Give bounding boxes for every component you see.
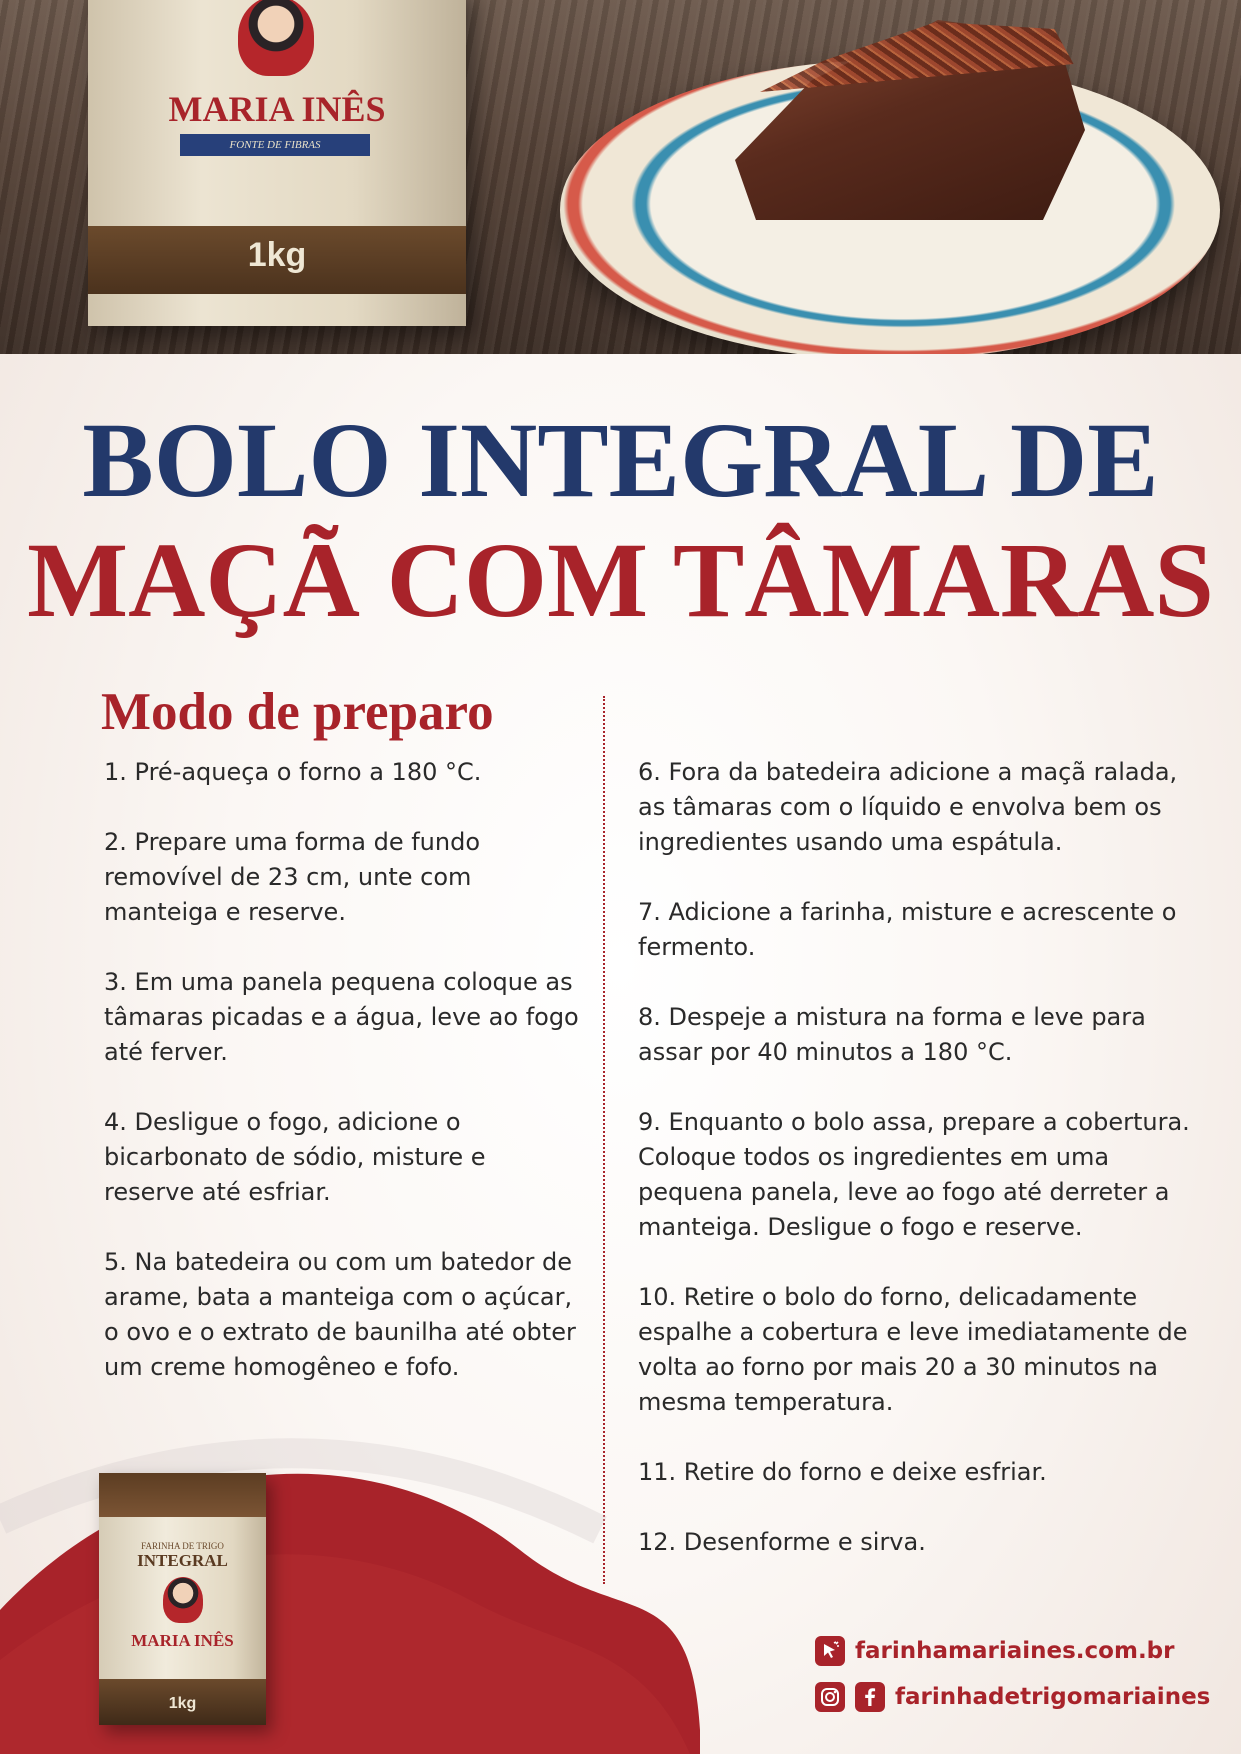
bag-weight: 1kg — [247, 236, 307, 274]
step-item: 8. Despeje a mistura na forma e leve para assar por 40 minutos a 180 °C. — [638, 1003, 1146, 1066]
recipe-title-line2: MAÇÃ COM TÂMARAS — [27, 522, 1214, 640]
flour-bag-image — [88, 0, 466, 326]
section-heading: Modo de preparo — [101, 683, 494, 741]
package-name: INTEGRAL — [137, 1551, 228, 1570]
bag-ribbon: FONTE DE FIBRAS — [180, 134, 370, 156]
package-brand: MARIA INÊS — [131, 1631, 234, 1650]
social-contact[interactable] — [815, 1682, 1210, 1712]
step-item: 11. Retire do forno e deixe esfriar. — [638, 1458, 1047, 1486]
website-link[interactable]: farinhamariaines.com.br — [855, 1638, 1175, 1664]
steps-left-column — [104, 755, 582, 1420]
product-package-image — [99, 1473, 266, 1725]
website-contact[interactable] — [815, 1636, 1174, 1666]
mascot-illustration — [238, 0, 314, 76]
package-mascot — [163, 1577, 203, 1623]
step-item: 1. Pré-aqueça o forno a 180 °C. — [104, 758, 482, 786]
step-item: 5. Na batedeira ou com um batedor de arame, bata a manteiga com o açúcar, o ovo e o extrato de baunilha até obter um creme homogêneo e fofo. — [104, 1248, 576, 1381]
hero-photo — [0, 0, 1241, 354]
social-handle[interactable]: farinhadetrigomariaines — [895, 1684, 1211, 1710]
step-item: 10. Retire o bolo do forno, delicadamente espalhe a cobertura e leve imediatamente de volta ao forno por mais 20 a 30 minutos na mesma temperatura. — [638, 1283, 1188, 1416]
package-top-band — [99, 1473, 266, 1517]
step-item: 4. Desligue o fogo, adicione o bicarbonato de sódio, misture e reserve até esfriar. — [104, 1108, 486, 1206]
step-item: 12. Desenforme e sirva. — [638, 1528, 926, 1556]
step-item: 3. Em uma panela pequena coloque as tâmaras picadas e a água, leve ao fogo até ferver. — [104, 968, 579, 1066]
bag-brand: MARIA INÊS — [168, 89, 386, 129]
step-item: 6. Fora da batedeira adicione a maçã ralada, as tâmaras com o líquido e envolva bem os ingredientes usando uma espátula. — [638, 758, 1178, 856]
recipe-title-line1: BOLO INTEGRAL DE — [82, 402, 1159, 520]
step-item: 2. Prepare uma forma de fundo removível de 23 cm, unte com manteiga e reserve. — [104, 828, 480, 926]
package-weight: 1kg — [168, 1695, 197, 1712]
facebook-icon[interactable] — [855, 1682, 885, 1712]
step-item: 7. Adicione a farinha, misture e acrescente o fermento. — [638, 898, 1177, 961]
package-subtitle: FARINHA DE TRIGO — [141, 1541, 224, 1551]
cursor-icon — [815, 1636, 845, 1666]
instagram-icon[interactable] — [815, 1682, 845, 1712]
step-item: 9. Enquanto o bolo assa, prepare a cobertura. Coloque todos os ingredientes em uma pequena panela, leve ao fogo até derreter a manteiga. Desligue o fogo e reserve. — [638, 1108, 1190, 1241]
